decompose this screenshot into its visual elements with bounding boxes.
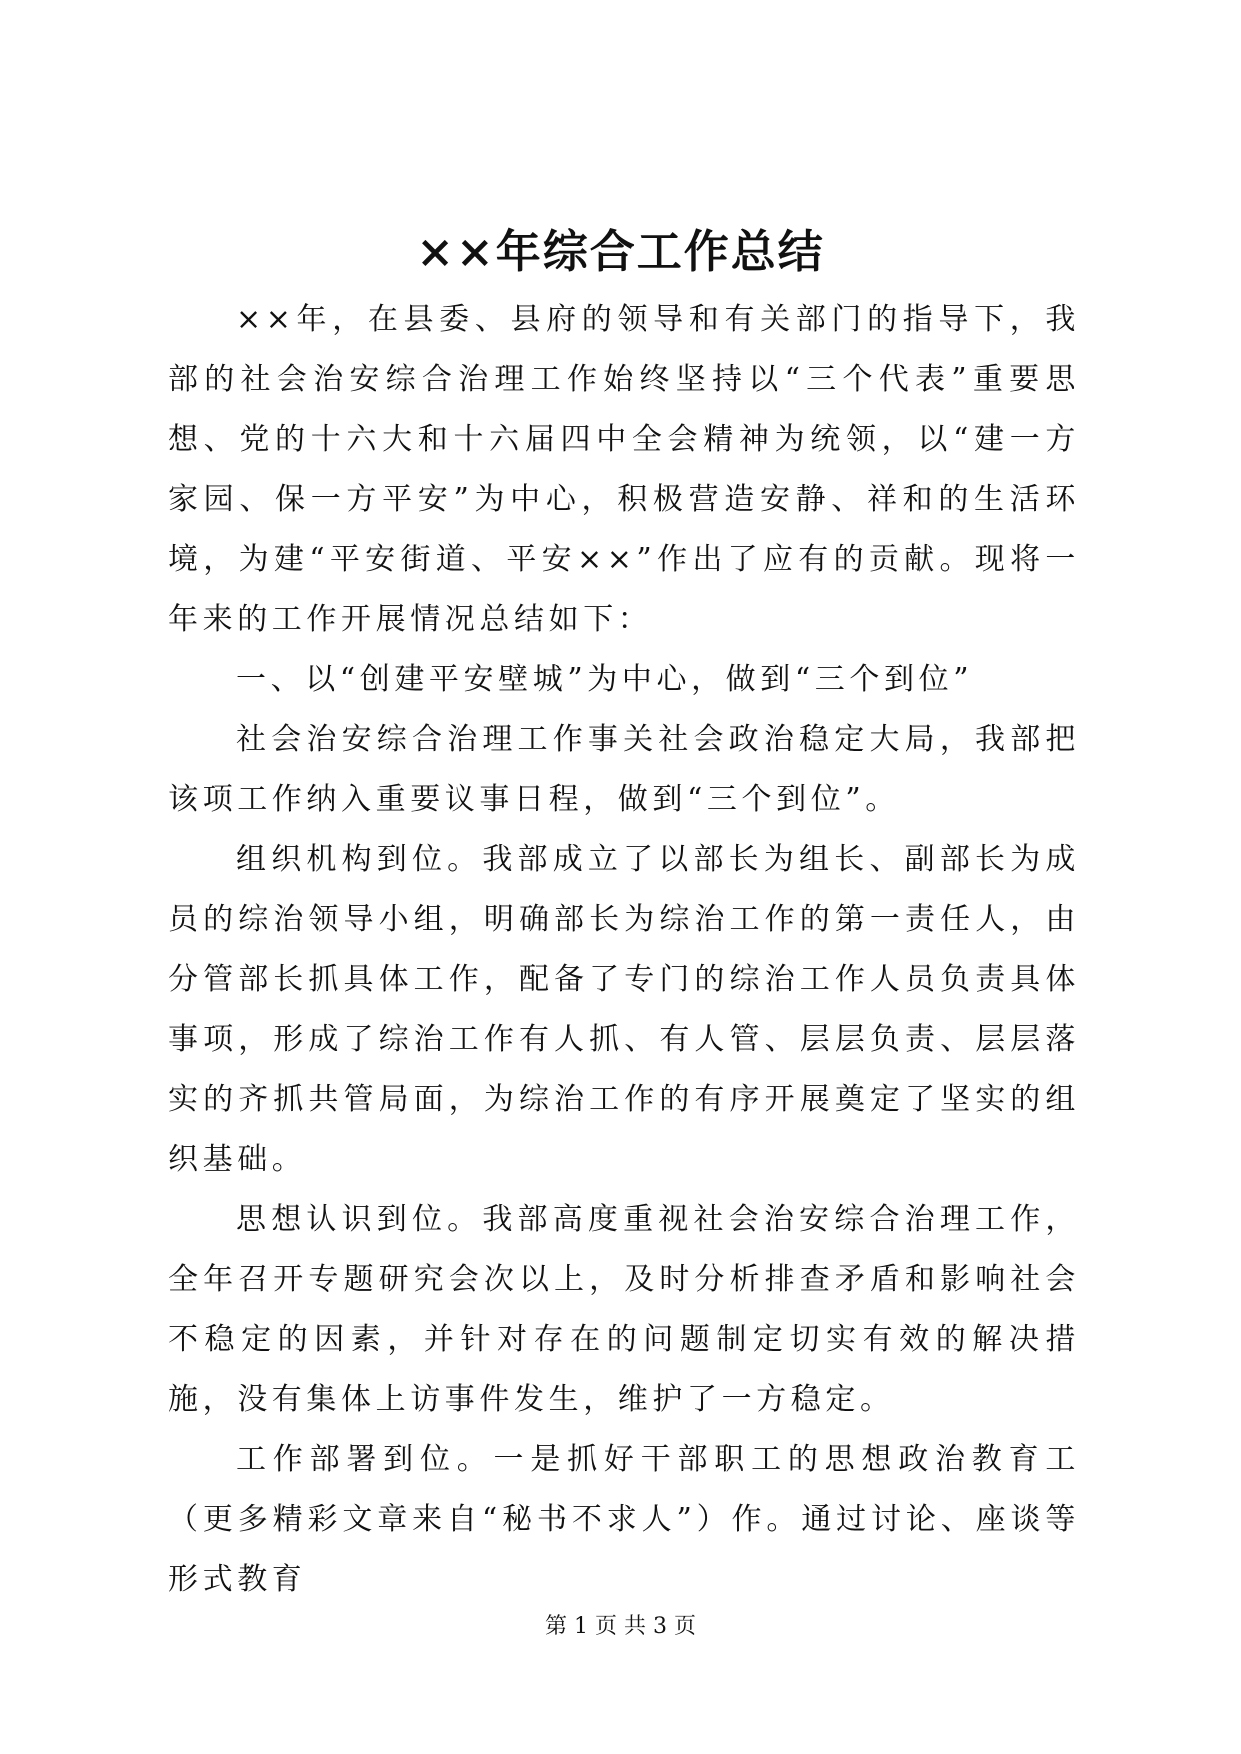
paragraph-overview: 社会治安综合治理工作事关社会政治稳定大局，我部把该项工作纳入重要议事日程，做到“三个到位”。	[168, 722, 1080, 817]
paragraph-awareness: 思想认识到位。我部高度重视社会治安综合治理工作，全年召开专题研究会次以上，及时分析排查矛盾和影响社会不稳定的因素，并针对存在的问题制定切实有效的解决措施，没有集体上访事件发生，维护了一方稳定。	[168, 1202, 1080, 1417]
paragraph-intro: ××年，在县委、县府的领导和有关部门的指导下，我部的社会治安综合治理工作始终坚持以“三个代表”重要思想、党的十六大和十六届四中全会精神为统领，以“建一方家园、保一方平安”为中心，积极营造安静、祥和的生活环境，为建“平安街道、平安××”作出了应有的贡献。现将一年来的工作开展情况总结如下：	[168, 302, 1080, 637]
document-body	[168, 290, 1080, 1610]
section-heading-1: 一、以“创建平安壁城”为中心，做到“三个到位”	[236, 662, 974, 697]
paragraph-organization: 组织机构到位。我部成立了以部长为组长、副部长为成员的综治领导小组，明确部长为综治工作的第一责任人，由分管部长抓具体工作，配备了专门的综治工作人员负责具体事项，形成了综治工作有人抓、有人管、层层负责、层层落实的齐抓共管局面，为综治工作的有序开展奠定了坚实的组织基础。	[168, 842, 1080, 1177]
paragraph-deployment: 工作部署到位。一是抓好干部职工的思想政治教育工（更多精彩文章来自“秘书不求人”）作。通过讨论、座谈等形式教育	[168, 1442, 1080, 1597]
document-title: ××年综合工作总结	[416, 225, 825, 278]
page-footer: 第 1 页 共 3 页	[545, 1614, 696, 1639]
